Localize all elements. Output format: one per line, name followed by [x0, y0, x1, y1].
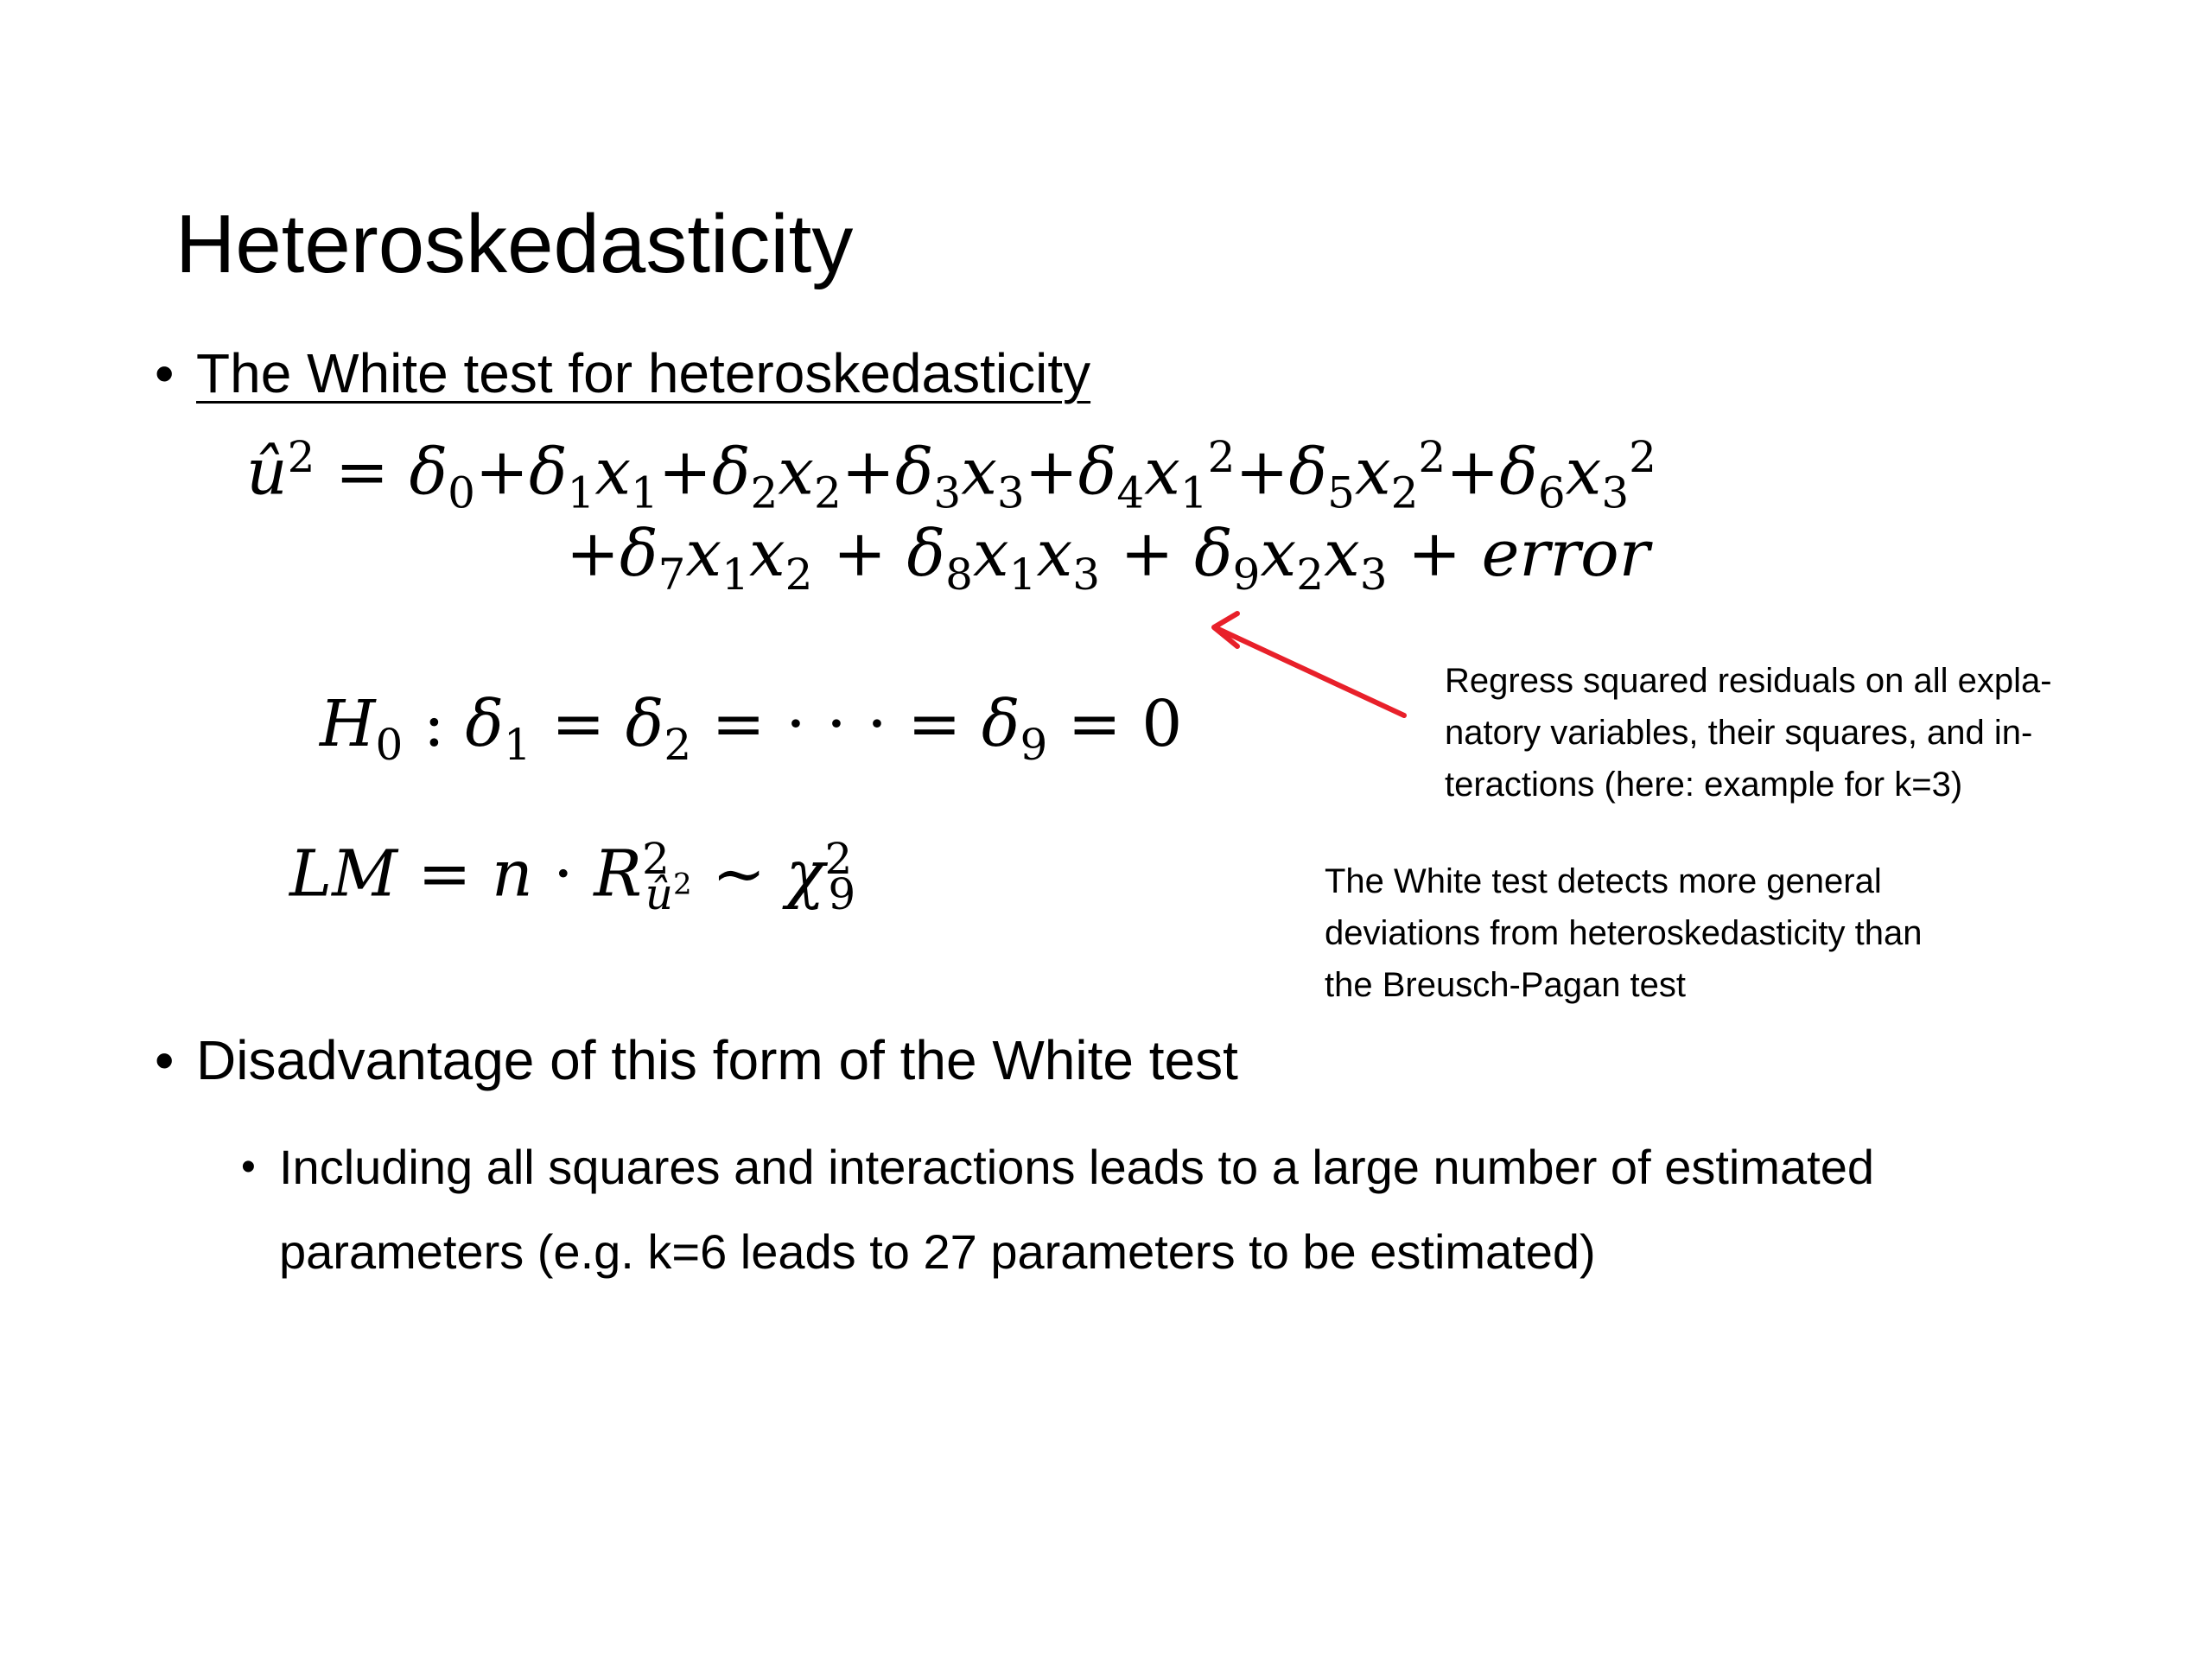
- sub-bullet-parameters: [241, 1125, 2007, 1294]
- null-hypothesis: $H_0$ : $\delta_1 = \delta_2$ = · · · = $\delta_9 = 0$: [320, 687, 1183, 770]
- white-regression-equation-line-2: $+\delta_7x_1x_2 + \delta_8x_1x_3 + \delta_9x_2x_3$ + error: [566, 517, 1650, 600]
- slide-title: Heteroskedasticity: [175, 198, 854, 290]
- lm-statistic: LM = $n \cdot R^2_{û^2}$ ~ $\chi^2_9$: [289, 834, 856, 920]
- annotation-white-vs-breusch-pagan: The White test detects more general deviations from heteroskedasticity than the Breusch-Pagan test: [1325, 862, 1923, 1004]
- bullet-disadvantage-text: Disadvantage of this form of the White test: [196, 1029, 1238, 1091]
- bullet-disadvantage: [155, 1028, 1238, 1092]
- bullet-white-test-text: The White test for heteroskedasticity: [196, 342, 1091, 404]
- bullet-white-test: [155, 341, 1091, 405]
- annotation-regress-residuals: Regress squared residuals on all expla- natory variables, their squares, and in- teractions (here: example for k=3): [1445, 662, 2052, 804]
- sub-bullet-parameters-text: Including all squares and interactions leads to a large number of estimated parameters (e.g. k=6 leads to 27 parameters to be estimated): [279, 1140, 1874, 1279]
- bullet-dot: •: [155, 342, 175, 404]
- bullet-dot: •: [155, 1029, 175, 1091]
- sub-bullet-dot: •: [241, 1144, 256, 1190]
- white-regression-equation-line-1: $û^2 = \delta_0+\delta_1x_1+\delta_2x_2+\delta_3x_3+\delta_4x_1^2+\delta_5x_2^2+\delta_6x_3^2$: [246, 432, 1656, 518]
